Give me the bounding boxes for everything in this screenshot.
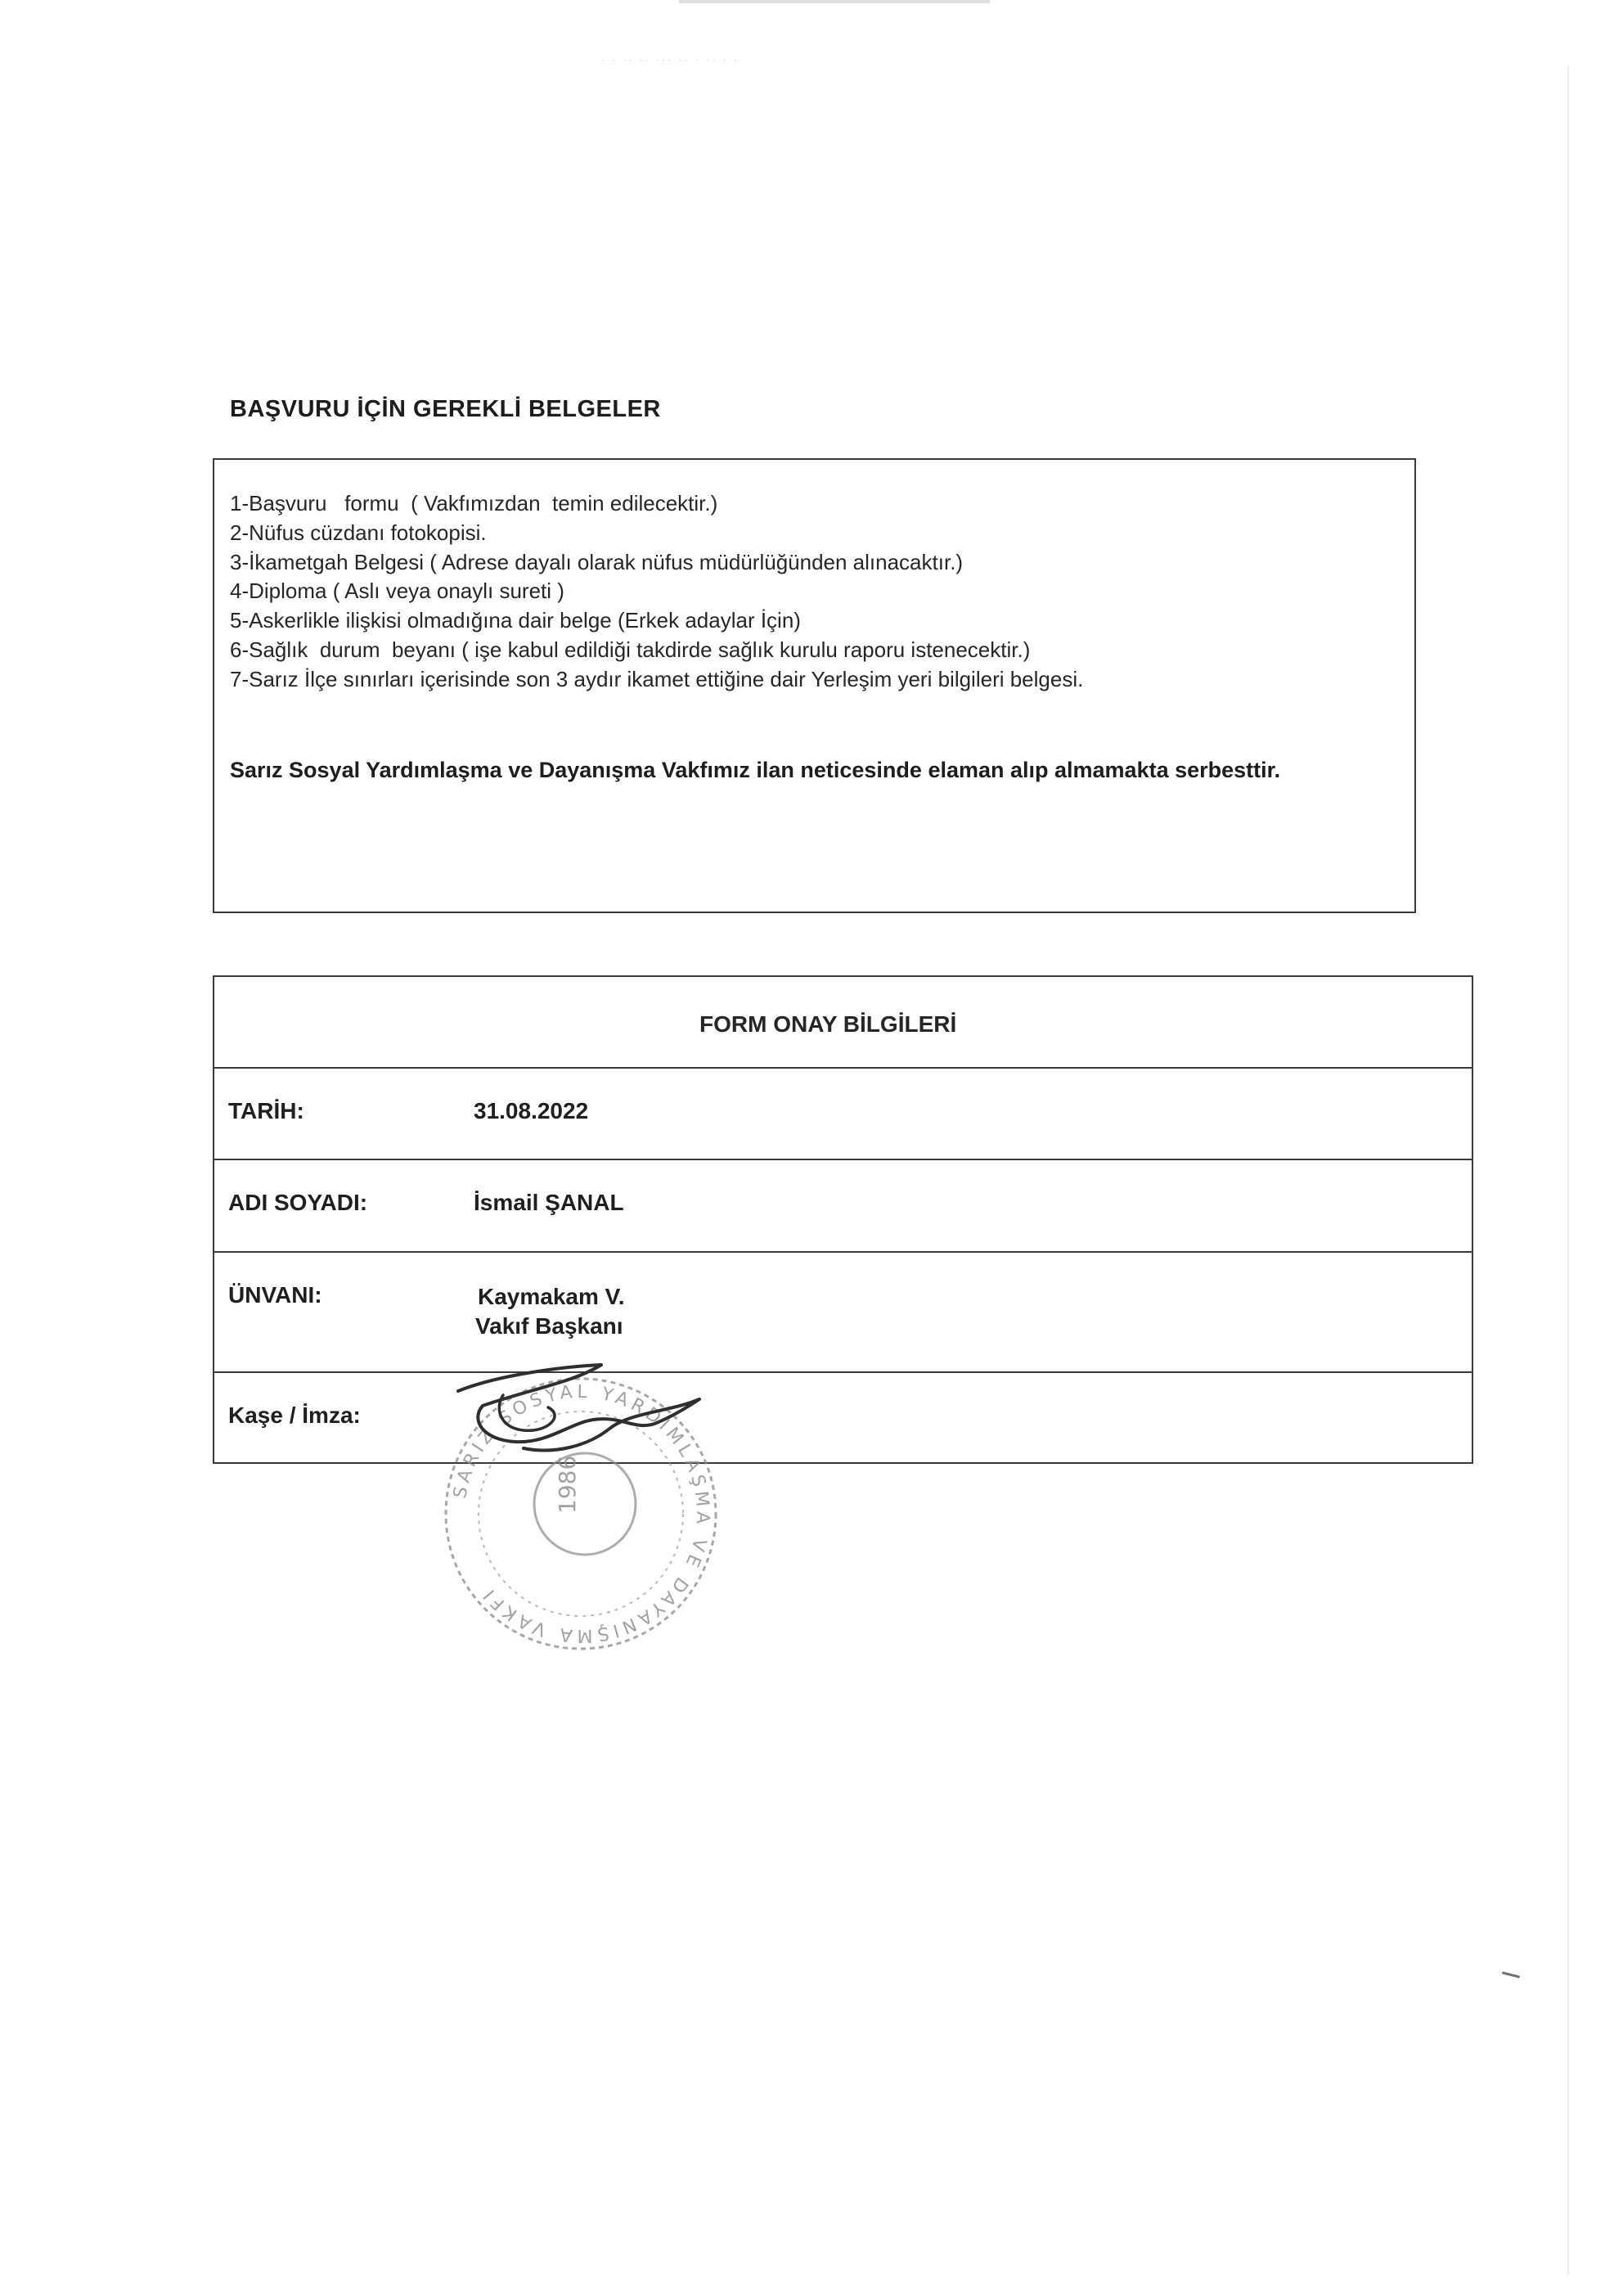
date-row xyxy=(214,1069,1472,1160)
document-item: 5-Askerlikle ilişkisi olmadığına dair belge (Erkek adaylar İçin) xyxy=(230,608,801,633)
title-row xyxy=(214,1253,1472,1373)
document-item: 7-Sarız İlçe sınırları içerisinde son 3 aydır ikamet ettiğine dair Yerleşim yeri bilgileri belgesi. xyxy=(230,666,1084,691)
page-title: BAŞVURU İÇİN GEREKLİ BELGELER xyxy=(230,396,661,422)
scan-artifact-smudge: · · ·· ·· ··· ·· · ·· · · xyxy=(601,54,740,65)
date-value: 31.08.2022 xyxy=(474,1098,589,1123)
stamp-row xyxy=(214,1373,1472,1462)
form-heading: FORM ONAY BİLGİLERİ xyxy=(699,1011,957,1037)
document-item: 4-Diploma ( Aslı veya onaylı sureti ) xyxy=(230,579,564,604)
document-item: 1-Başvuru formu ( Vakfımızdan temin edilecektir.) xyxy=(230,491,718,515)
form-heading-row xyxy=(214,977,1472,1069)
document-item: 2-Nüfus cüzdanı fotokopisi. xyxy=(230,520,487,545)
hiring-note: Sarız Sosyal Yardımlaşma ve Dayanışma Vakfımız ilan neticesinde elaman alıp almamakta serbesttir. xyxy=(230,758,1281,782)
title-value xyxy=(475,1282,625,1341)
date-label: TARİH: xyxy=(228,1098,304,1123)
stamp-ring-text: SARIZ SOSYAL YARDIMLAŞMA VE DAYANIŞMA VAKFI xyxy=(450,1381,713,1646)
document-item: 6-Sağlık durum beyanı ( işe kabul edildiği takdirde sağlık kurulu raporu istenecektir.) xyxy=(230,637,1031,662)
document-item: 3-İkametgah Belgesi ( Adrese dayalı olarak nüfus müdürlüğünden alınacaktır.) xyxy=(230,549,964,574)
required-documents-list xyxy=(230,489,1083,695)
stamp-seal xyxy=(446,1379,716,1649)
name-label: ADI SOYADI: xyxy=(228,1190,368,1215)
name-row xyxy=(214,1160,1472,1253)
stamp-center-text: 1986 xyxy=(554,1455,581,1514)
form-approval-table xyxy=(213,975,1473,1464)
scan-artifact-mark xyxy=(1502,1971,1520,1978)
name-value: İsmail ŞANAL xyxy=(474,1190,624,1215)
scan-artifact-top xyxy=(679,0,990,3)
title-value-line: Kaymakam V. xyxy=(478,1284,625,1309)
title-value-line: Vakıf Başkanı xyxy=(475,1313,623,1339)
title-label: ÜNVANI: xyxy=(228,1282,322,1308)
stamp-label: Kaşe / İmza: xyxy=(228,1402,361,1428)
scan-artifact-edge xyxy=(1567,65,1569,2275)
official-stamp-and-signature xyxy=(425,1358,736,1669)
required-documents-box xyxy=(213,458,1416,913)
